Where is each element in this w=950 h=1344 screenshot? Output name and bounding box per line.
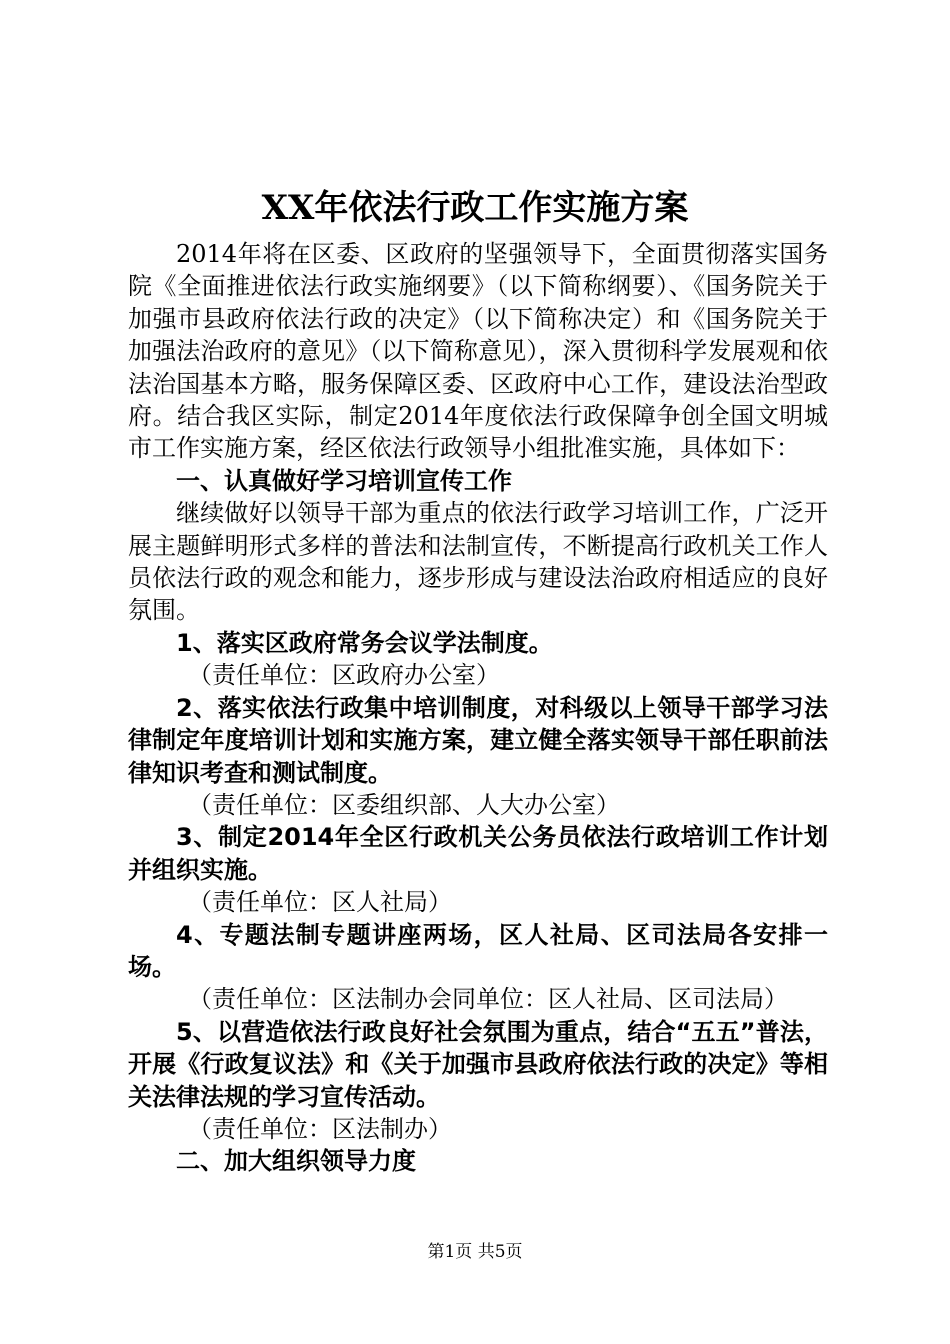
list-item-4: 4、专题法制专题讲座两场，区人社局、区司法局各安排一场。	[128, 920, 828, 981]
list-item-5: 5、以营造依法行政良好社会氛围为重点，结合“五五”普法，开展《行政复议法》和《关于加强市县政府依法行政的决定》等相关法律法规的学习宣传活动。	[128, 1017, 828, 1111]
responsibility-note-5: （责任单位：区法制办）	[188, 1114, 452, 1143]
list-item-2: 2、落实依法行政集中培训制度，对科级以上领导干部学习法律制定年度培训计划和实施方案，建立健全落实领导干部任职前法律知识考查和测试制度。	[128, 693, 828, 787]
document-title: XX年依法行政工作实施方案	[261, 188, 689, 228]
list-item-3: 3、制定2014年全区行政机关公务员依法行政培训工作计划并组织实施。	[128, 823, 828, 884]
document-body	[128, 238, 828, 1178]
page-number-footer: 第1页 共5页	[427, 1242, 523, 1262]
list-item-1: 1、落实区政府常务会议学法制度。	[176, 628, 553, 657]
intro-paragraph: 2014年将在区委、区政府的坚强领导下，全面贯彻落实国务院《全面推进依法行政实施纲要》（以下简称纲要）、《国务院关于加强市县政府依法行政的决定》（以下简称决定）和《国务院关于加强法治政府的意见》（以下简称意见），深入贯彻科学发展观和依法治国基本方略，服务保障区委、区政府中心工作，建设法治型政府。结合我区实际，制定2014年度依法行政保障争创全国文明城市工作实施方案，经区依法行政领导小组批准实施，具体如下：	[128, 240, 828, 463]
section-heading-2: 二、加大组织领导力度	[176, 1147, 416, 1176]
responsibility-note-3: （责任单位：区人社局）	[188, 888, 452, 917]
responsibility-note-4: （责任单位：区法制办会同单位：区人社局、区司法局）	[188, 985, 788, 1014]
section-heading-1: 一、认真做好学习培训宣传工作	[176, 466, 512, 495]
section-1-paragraph: 继续做好以领导干部为重点的依法行政学习培训工作，广泛开展主题鲜明形式多样的普法和法制宣传，不断提高行政机关工作人员依法行政的观念和能力，逐步形成与建设法治政府相适应的良好氛围。	[128, 499, 828, 625]
responsibility-note-1: （责任单位：区政府办公室）	[188, 661, 500, 690]
responsibility-note-2: （责任单位：区委组织部、人大办公室）	[188, 790, 620, 819]
